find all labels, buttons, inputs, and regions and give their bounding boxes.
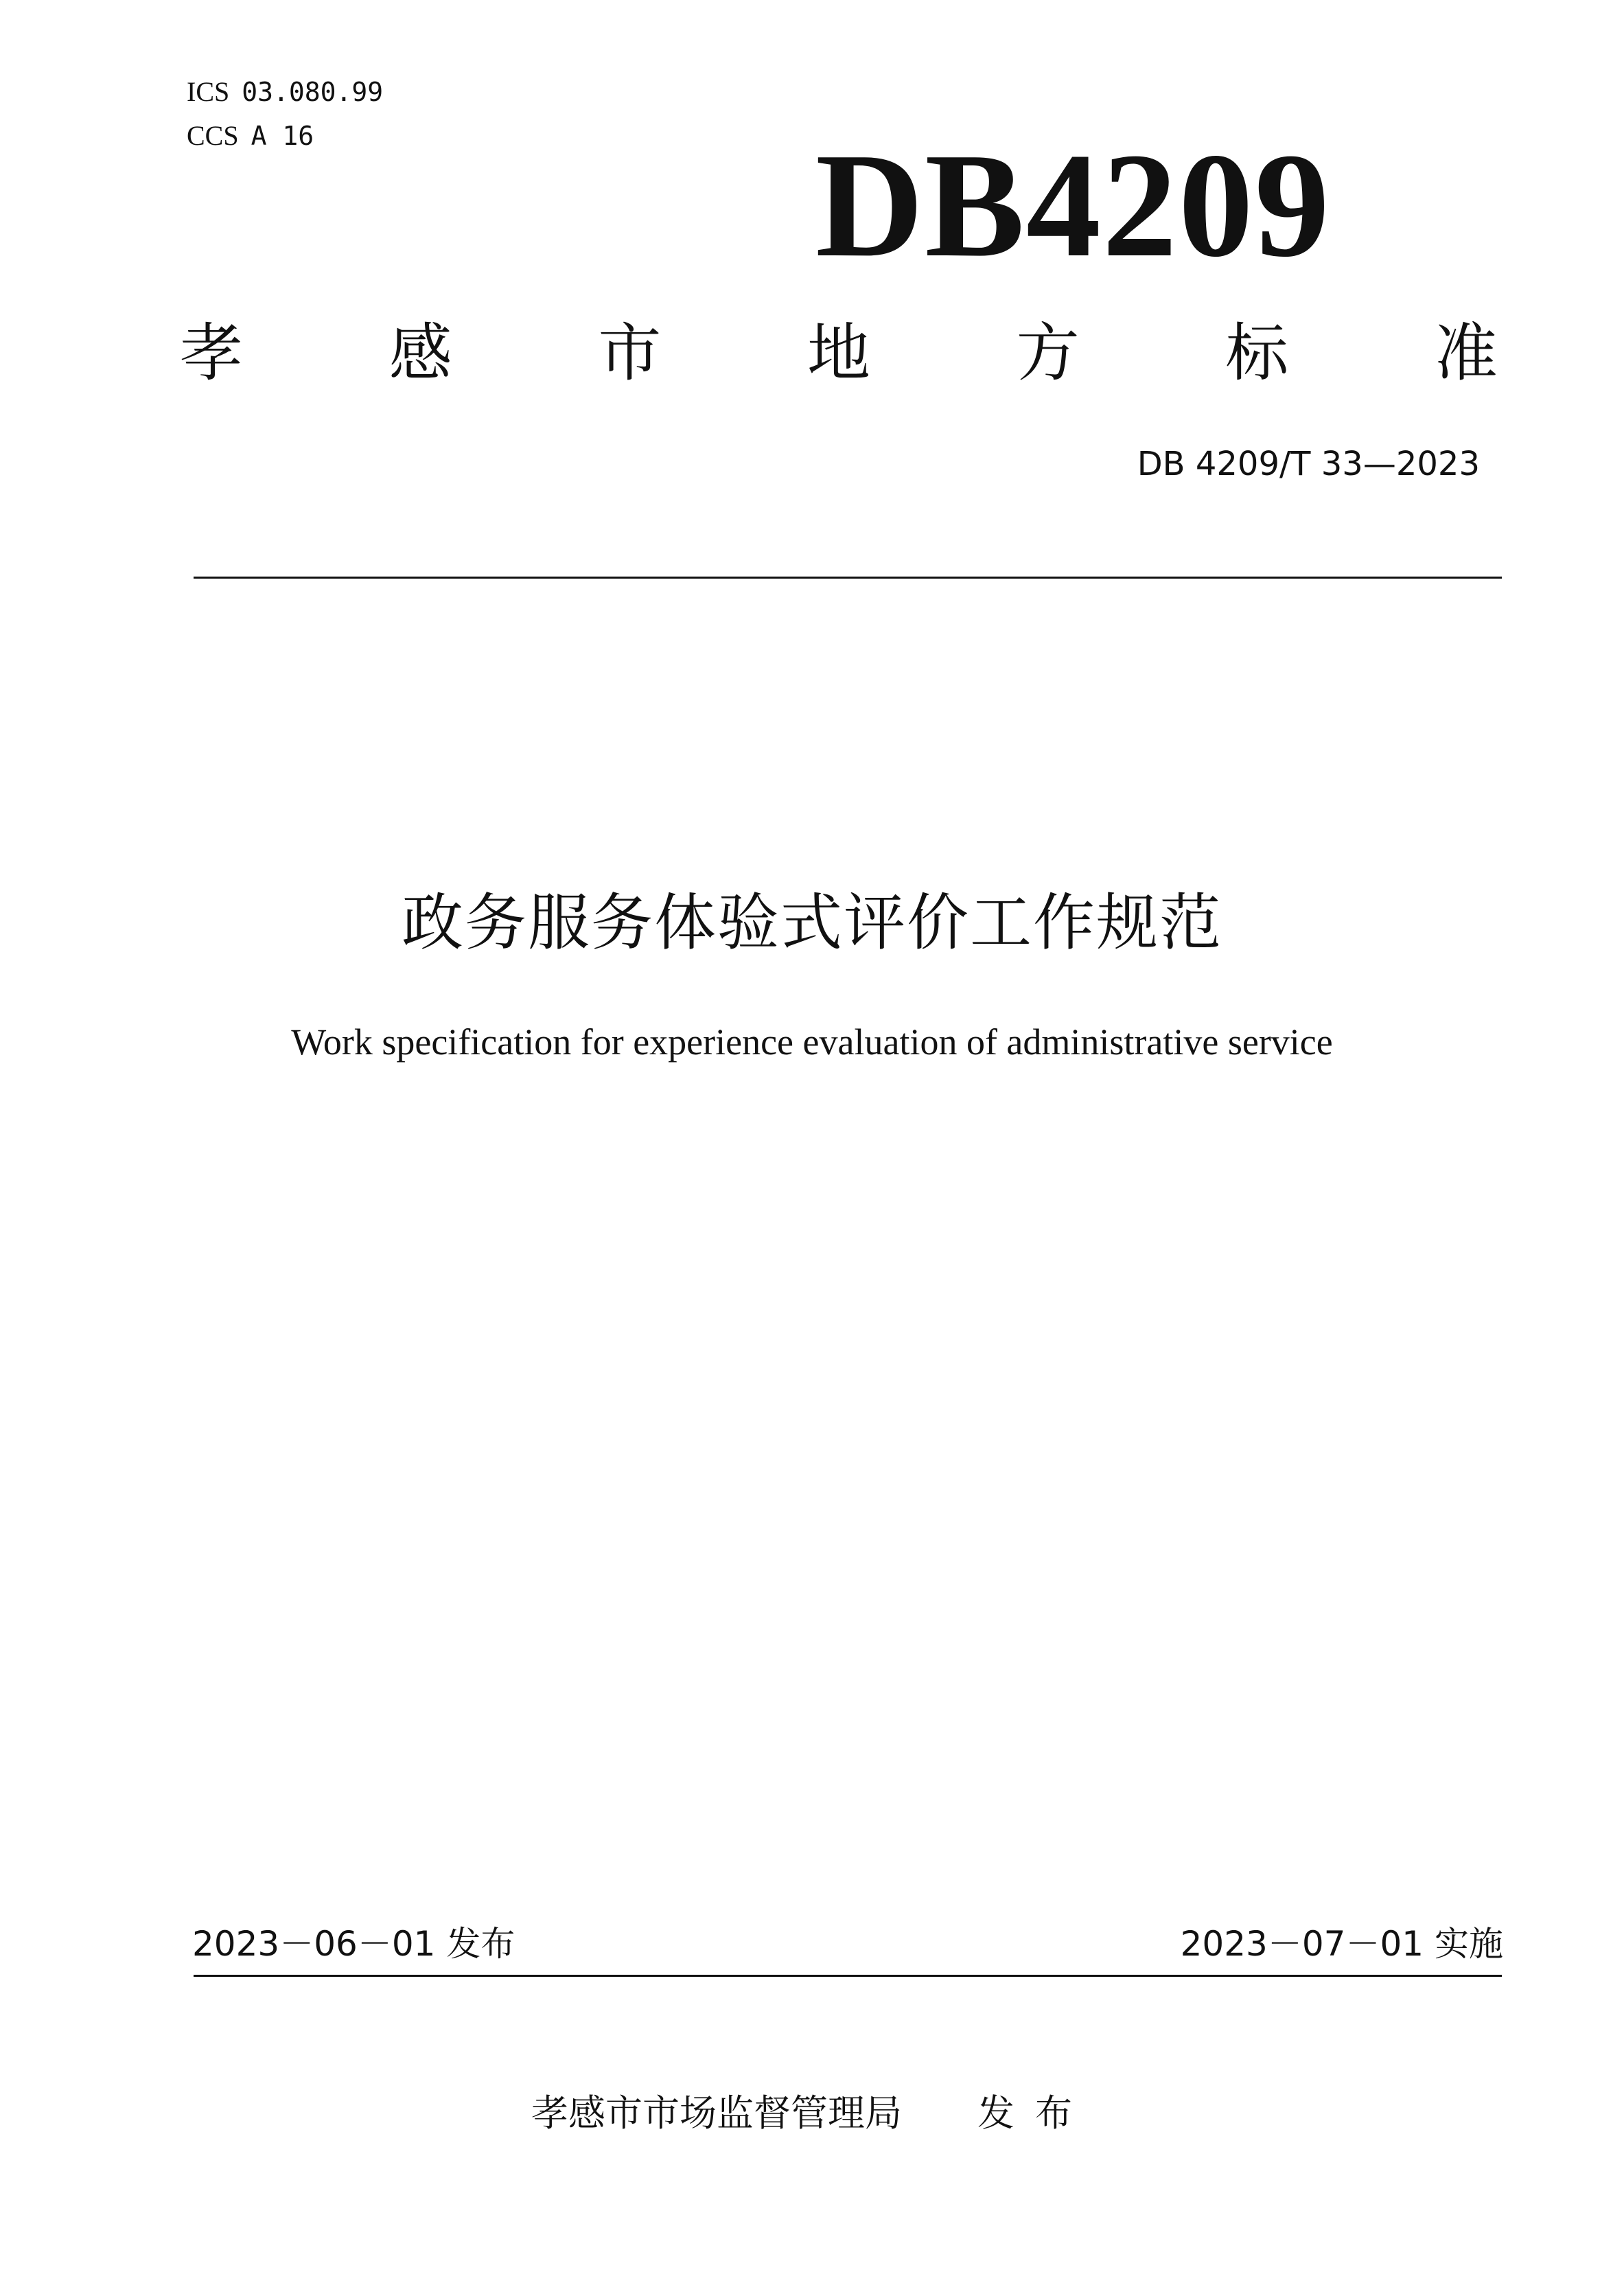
ics-classification [187, 77, 383, 107]
publisher-line [0, 2089, 1624, 2137]
document-title-english: Work specification for experience evaluation of administrative service [291, 1021, 1333, 1063]
category-char: 孝 [180, 316, 244, 390]
category-char: 市 [598, 316, 662, 390]
implementation-date: 2023－07－01 实施 [1180, 1924, 1503, 1964]
category-char: 方 [1016, 316, 1080, 390]
ccs-code: A 16 [251, 121, 314, 151]
category-char: 准 [1434, 316, 1498, 390]
category-char: 标 [1225, 316, 1289, 390]
ics-code: 03.080.99 [242, 77, 384, 107]
publish-date: 2023－06－01 发布 [192, 1924, 515, 1964]
standard-number: DB 4209/T 33—2023 [1137, 445, 1480, 483]
ics-label: ICS [187, 76, 230, 107]
ccs-classification [187, 121, 314, 151]
bottom-divider [194, 1975, 1502, 1977]
ccs-label: CCS [187, 120, 239, 151]
publisher-name: 孝感市市场监督管理局 [531, 2091, 902, 2135]
category-char: 地 [807, 316, 870, 390]
publish-action: 发布 [977, 2091, 1093, 2135]
top-divider [194, 577, 1502, 579]
db-standard-mark: DB4209 [815, 123, 1331, 288]
category-char: 感 [388, 316, 452, 390]
document-title-chinese: 政务服务体验式评价工作规范 [402, 887, 1222, 959]
standard-category-title [180, 312, 1498, 395]
